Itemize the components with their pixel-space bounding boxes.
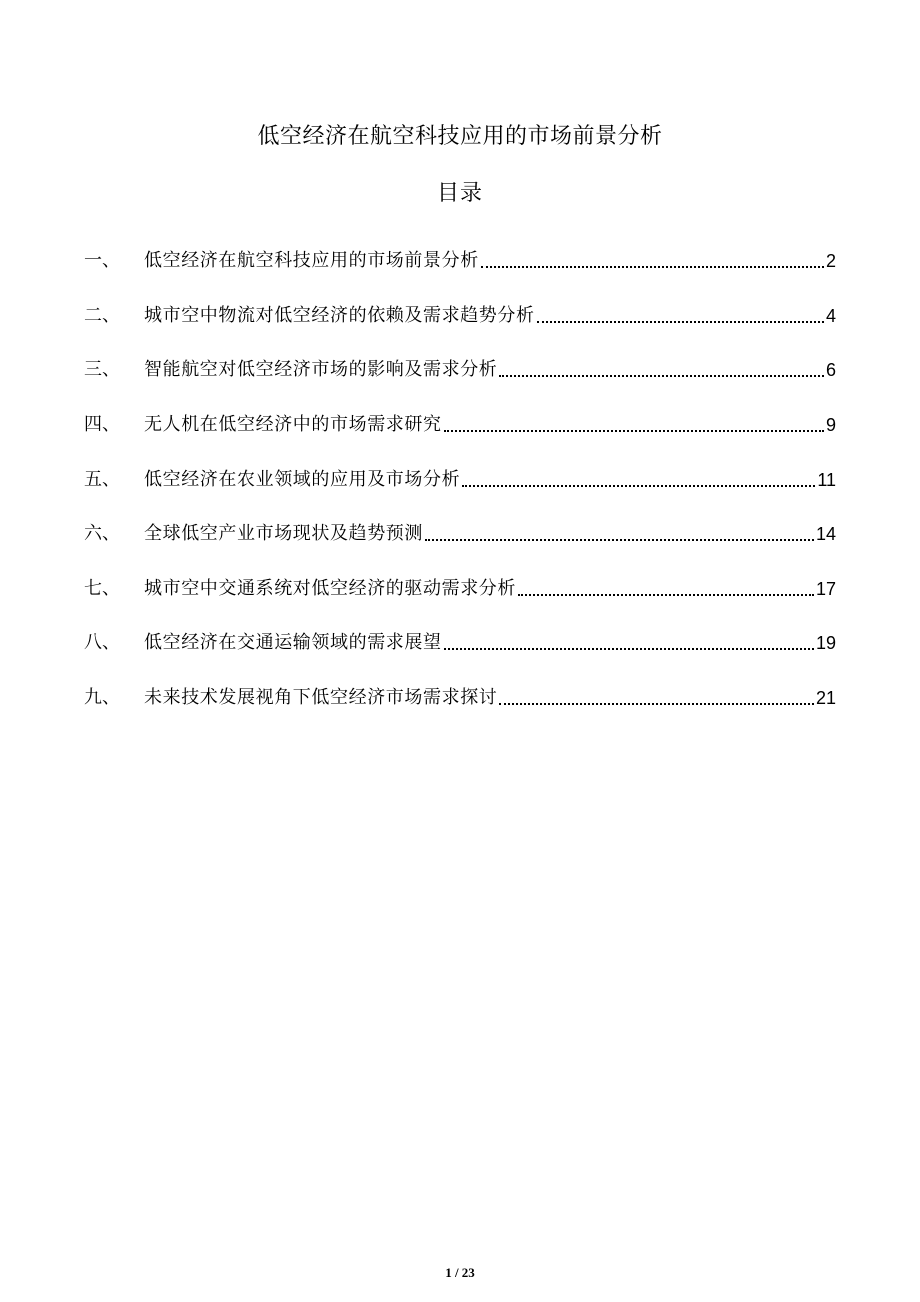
toc-entry-number: 八、	[84, 632, 120, 654]
toc-entry-7[interactable]	[84, 562, 836, 617]
toc-entry-title: 城市空中交通系统对低空经济的驱动需求分析	[144, 577, 516, 599]
toc-entry-page: 19	[815, 633, 836, 654]
toc-entry-3[interactable]	[84, 343, 836, 398]
toc-entry-page: 17	[815, 578, 836, 599]
toc-entry-5[interactable]	[84, 452, 836, 507]
toc-entry-title: 低空经济在农业领域的应用及市场分析	[144, 468, 461, 490]
toc-dot-leader	[499, 354, 824, 386]
toc-entry-4[interactable]	[84, 398, 836, 453]
toc-entry-title: 未来技术发展视角下低空经济市场需求探讨	[144, 687, 498, 709]
toc-dot-leader	[444, 409, 824, 441]
toc-entry-1[interactable]	[84, 234, 836, 289]
toc-entry-number: 三、	[84, 359, 120, 381]
toc-dot-leader	[499, 682, 814, 714]
page-indicator: 1 / 23	[445, 1265, 475, 1280]
toc-entry-page: 9	[825, 415, 836, 436]
toc-entry-number: 四、	[84, 414, 120, 436]
toc-entry-number: 二、	[84, 304, 120, 326]
toc-entry-number: 一、	[84, 250, 120, 272]
toc-entry-title: 城市空中物流对低空经济的依赖及需求趋势分析	[144, 304, 535, 326]
table-of-contents	[84, 234, 836, 725]
toc-dot-leader	[481, 245, 824, 277]
toc-entry-number: 七、	[84, 577, 120, 599]
toc-dot-leader	[425, 518, 814, 550]
toc-entry-2[interactable]	[84, 289, 836, 344]
toc-entry-page: 14	[815, 524, 836, 545]
toc-entry-title: 低空经济在交通运输领域的需求展望	[144, 632, 442, 654]
toc-entry-title: 智能航空对低空经济市场的影响及需求分析	[144, 359, 498, 381]
toc-entry-9[interactable]	[84, 671, 836, 726]
toc-entry-title: 低空经济在航空科技应用的市场前景分析	[144, 250, 479, 272]
toc-dot-leader	[444, 627, 814, 659]
toc-dot-leader	[518, 573, 814, 605]
document-title: 低空经济在航空科技应用的市场前景分析	[257, 124, 663, 149]
toc-entry-8[interactable]	[84, 616, 836, 671]
toc-entry-number: 九、	[84, 687, 120, 709]
toc-entry-number: 六、	[84, 523, 120, 545]
toc-entry-page: 21	[815, 688, 836, 709]
toc-entry-page: 11	[817, 469, 836, 490]
toc-dot-leader	[462, 464, 815, 496]
toc-entry-title: 全球低空产业市场现状及趋势预测	[144, 523, 423, 545]
toc-entry-page: 6	[825, 360, 836, 381]
toc-entry-number: 五、	[84, 468, 120, 490]
toc-entry-6[interactable]	[84, 507, 836, 562]
toc-entry-page: 2	[825, 251, 836, 272]
toc-dot-leader	[537, 300, 824, 332]
toc-heading: 目录	[436, 181, 483, 206]
toc-entry-title: 无人机在低空经济中的市场需求研究	[144, 414, 442, 436]
toc-entry-page: 4	[825, 305, 836, 326]
